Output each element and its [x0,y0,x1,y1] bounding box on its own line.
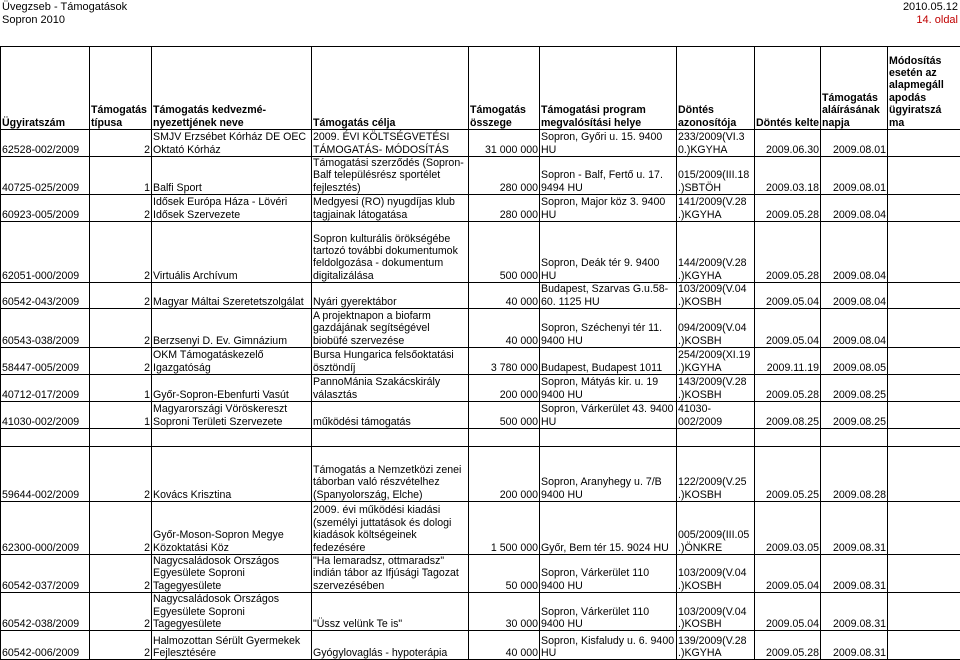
table-row [1,555,960,593]
cell-id: 60543-038/2009 [1,309,90,348]
cell-signed: 2009.08.04 [821,222,888,283]
cell-decision-date: 2009.06.30 [755,130,821,157]
cell-location: Sopron, Mátyás kir. u. 19 9400 HU [540,375,677,402]
cell-mod [888,593,960,631]
table-header-row [1,47,960,130]
cell-name: Győr-Moson-Sopron Megye Közoktatási Köz [152,502,312,555]
spacer-row [1,429,960,447]
cell-decision-date: 2009.05.28 [755,631,821,660]
cell-id: 41030-002/2009 [1,402,90,429]
cell-amount: 200 000 [469,447,540,502]
cell-type: 2 [90,447,152,502]
cell-purpose: 2009. ÉVI KÖLTSÉGVETÉSI TÁMOGATÁS- MÓDOSÍTÁS [312,130,469,157]
cell-signed: 2009.08.28 [821,447,888,502]
cell-purpose: 2009. évi működési kiadási (személyi juttatások és dologi kiadások költségeinek fedezésére [312,502,469,555]
cell-mod [888,631,960,660]
cell-decision-id: 094/2009(V.04 .)KOSBH [677,309,755,348]
cell-mod [888,348,960,375]
cell-signed: 2009.08.05 [821,348,888,375]
cell-location: Budapest, Budapest 1011 [540,348,677,375]
cell-name: Idősek Európa Háza - Lövéri Idősek Szervezete [152,195,312,222]
cell-id: 60542-043/2009 [1,283,90,309]
cell-type: 2 [90,130,152,157]
cell-name: Magyar Máltai Szeretetszolgálat [152,283,312,309]
cell-decision-id: 122/2009(V.25 .)KOSBH [677,447,755,502]
print-date: 2010.05.12 [903,1,958,14]
cell-location: Sopron, Széchenyi tér 11. 9400 HU [540,309,677,348]
cell-name: Halmozottan Sérült Gyermekek Fejlesztésére [152,631,312,660]
cell-decision-date: 2009.03.18 [755,157,821,195]
cell-location: Budapest, Szarvas G.u.58-60. 1125 HU [540,283,677,309]
table-row [1,348,960,375]
column-header: Támogatás célja [312,47,469,130]
cell-decision-date: 2009.05.28 [755,375,821,402]
page-header-bottom [0,14,960,28]
column-header: Támogatás aláírásának napja [821,47,888,130]
cell-id: 60923-005/2009 [1,195,90,222]
cell-signed: 2009.08.31 [821,502,888,555]
cell-type: 2 [90,502,152,555]
cell-mod [888,402,960,429]
cell-amount: 500 000 [469,222,540,283]
cell-id: 60542-037/2009 [1,555,90,593]
cell-type: 2 [90,222,152,283]
cell-type: 1 [90,375,152,402]
cell-signed: 2009.08.01 [821,130,888,157]
cell-purpose: Medgyesi (RO) nyugdíjas klub tagjainak látogatása [312,195,469,222]
cell-signed: 2009.08.31 [821,555,888,593]
cell-decision-date: 2009.05.04 [755,283,821,309]
spacer-cell [755,429,821,447]
table-row [1,157,960,195]
cell-type: 2 [90,309,152,348]
cell-purpose: Támogatás a Nemzetközi zenei táborban való részvételhez (Spanyolország, Elche) [312,447,469,502]
cell-amount: 280 000 [469,195,540,222]
cell-decision-id: 103/2009(V.04 .)KOSBH [677,593,755,631]
cell-signed: 2009.08.04 [821,195,888,222]
cell-type: 2 [90,283,152,309]
table-row [1,283,960,309]
cell-decision-date: 2009.05.04 [755,593,821,631]
cell-purpose: Nyári gyerektábor [312,283,469,309]
cell-name: Balfi Sport [152,157,312,195]
cell-signed: 2009.08.01 [821,157,888,195]
table-row [1,195,960,222]
cell-id: 62300-000/2009 [1,502,90,555]
cell-mod [888,502,960,555]
column-header: Támogatás típusa [90,47,152,130]
cell-location: Sopron - Balf, Fertő u. 17. 9494 HU [540,157,677,195]
column-header: Döntés kelte [755,47,821,130]
cell-name: Kovács Krisztina [152,447,312,502]
spacer-cell [312,429,469,447]
cell-amount: 40 000 [469,631,540,660]
column-header: Döntés azonosítója [677,47,755,130]
spacer-cell [90,429,152,447]
cell-decision-id: 139/2009(V.28 .)KGYHA [677,631,755,660]
cell-id: 40725-025/2009 [1,157,90,195]
cell-mod [888,130,960,157]
cell-name: Győr-Sopron-Ebenfurti Vasút [152,375,312,402]
cell-name: Berzsenyi D. Ev. Gimnázium [152,309,312,348]
table-row [1,222,960,283]
cell-name: Magyarországi Vöröskereszt Soproni Területi Szervezete [152,402,312,429]
cell-amount: 200 000 [469,375,540,402]
cell-mod [888,309,960,348]
cell-location: Sopron, Major köz 3. 9400 HU [540,195,677,222]
cell-type: 1 [90,402,152,429]
cell-name: OKM Támogatáskezelő Igazgatóság [152,348,312,375]
cell-decision-id: 015/2009(III.18 .)SBTÖH [677,157,755,195]
table-row [1,130,960,157]
table-row [1,502,960,555]
cell-amount: 40 000 [469,283,540,309]
cell-location: Sopron, Aranyhegy u. 7/B 9400 HU [540,447,677,502]
cell-decision-id: 233/2009(VI.3 0.)KGYHA [677,130,755,157]
cell-amount: 3 780 000 [469,348,540,375]
cell-id: 59644-002/2009 [1,447,90,502]
cell-decision-id: 144/2009(V.28 .)KGYHA [677,222,755,283]
cell-id: 60542-038/2009 [1,593,90,631]
cell-purpose: Gyógylovaglás - hypoterápia [312,631,469,660]
grants-table [0,46,960,660]
cell-signed: 2009.08.04 [821,309,888,348]
cell-location: Sopron, Várkerület 110 9400 HU [540,593,677,631]
cell-id: 62051-000/2009 [1,222,90,283]
cell-mod [888,222,960,283]
cell-location: Sopron, Győri u. 15. 9400 HU [540,130,677,157]
cell-name: Nagycsaládosok Országos Egyesülete Soproni Tagegyesülete [152,593,312,631]
cell-location: Sopron, Kisfaludy u. 6. 9400 HU [540,631,677,660]
cell-type: 2 [90,195,152,222]
cell-id: 58447-005/2009 [1,348,90,375]
cell-signed: 2009.08.31 [821,631,888,660]
table-body [1,130,960,660]
cell-amount: 30 000 [469,593,540,631]
cell-decision-id: 005/2009(III.05 .)ÖNKRE [677,502,755,555]
cell-decision-id: 141/2009(V.28 .)KGYHA [677,195,755,222]
cell-purpose: működési támogatás [312,402,469,429]
table-row [1,593,960,631]
cell-purpose: "Üssz velünk Te is" [312,593,469,631]
cell-decision-date: 2009.05.04 [755,309,821,348]
cell-signed: 2009.08.25 [821,375,888,402]
cell-mod [888,375,960,402]
cell-decision-id: 254/2009(XI.19 .)KGYHA [677,348,755,375]
spacer-cell [469,429,540,447]
cell-location: Győr, Bem tér 15. 9024 HU [540,502,677,555]
cell-id: 40712-017/2009 [1,375,90,402]
cell-location: Sopron, Várkerület 43. 9400 HU [540,402,677,429]
cell-purpose: Támogatási szerződés (Sopron-Balf településrész sportélet fejlesztés) [312,157,469,195]
table-row [1,447,960,502]
cell-mod [888,195,960,222]
spacer-cell [821,429,888,447]
cell-decision-id: 103/2009(V.04 .)KOSBH [677,555,755,593]
cell-signed: 2009.08.04 [821,283,888,309]
cell-amount: 280 000 [469,157,540,195]
column-header: Ügyiratszám [1,47,90,130]
cell-decision-date: 2009.05.28 [755,195,821,222]
cell-amount: 500 000 [469,402,540,429]
cell-mod [888,447,960,502]
page-header-top [0,1,960,15]
cell-name: Nagycsaládosok Országos Egyesülete Soproni Tagegyesülete [152,555,312,593]
spacer-cell [540,429,677,447]
cell-mod [888,555,960,593]
cell-name: SMJV Erzsébet Kórház DE OEC Oktató Kórház [152,130,312,157]
spacer-cell [152,429,312,447]
column-header: Támogatás kedvezmé- nyezettjének neve [152,47,312,130]
cell-id: 62528-002/2009 [1,130,90,157]
cell-amount: 31 000 000 [469,130,540,157]
document-title: Üvegzseb - Támogatások [2,1,127,14]
cell-type: 2 [90,631,152,660]
cell-purpose: Sopron kulturális örökségébe tartozó további dokumentumok feldolgozása - dokumentum digitalizálása [312,222,469,283]
cell-purpose: A projektnapon a biofarm gazdájának segítségével biobüfé szervezése [312,309,469,348]
cell-purpose: PannoMánia Szakácskirály választás [312,375,469,402]
cell-type: 1 [90,157,152,195]
cell-mod [888,157,960,195]
cell-id: 60542-006/2009 [1,631,90,660]
cell-amount: 1 500 000 [469,502,540,555]
cell-name: Virtuális Archívum [152,222,312,283]
cell-type: 2 [90,348,152,375]
cell-decision-date: 2009.11.19 [755,348,821,375]
page-number: 14. oldal [916,14,958,27]
cell-purpose: Bursa Hungarica felsőoktatási ösztöndíj [312,348,469,375]
cell-decision-date: 2009.03.05 [755,502,821,555]
cell-decision-date: 2009.05.04 [755,555,821,593]
cell-location: Sopron, Várkerület 110 9400 HU [540,555,677,593]
table-row [1,631,960,660]
cell-amount: 50 000 [469,555,540,593]
cell-type: 2 [90,593,152,631]
cell-decision-date: 2009.05.25 [755,447,821,502]
cell-decision-id: 103/2009(V.04 .)KOSBH [677,283,755,309]
spacer-cell [1,429,90,447]
column-header: Támogatási program megvalósítási helye [540,47,677,130]
cell-decision-id: 143/2009(V.28 .)KOSBH [677,375,755,402]
document-subtitle: Sopron 2010 [2,14,65,27]
cell-mod [888,283,960,309]
cell-location: Sopron, Deák tér 9. 9400 HU [540,222,677,283]
cell-decision-date: 2009.05.28 [755,222,821,283]
column-header: Támogatás összege [469,47,540,130]
spacer-cell [677,429,755,447]
table-row [1,309,960,348]
cell-decision-id: 41030-002/2009 [677,402,755,429]
table-row [1,375,960,402]
table-row [1,402,960,429]
cell-amount: 40 000 [469,309,540,348]
cell-purpose: "Ha lemaradsz, ottmaradsz" indián tábor az Ifjúsági Tagozat szervezésében [312,555,469,593]
cell-type: 2 [90,555,152,593]
column-header: Módosítás esetén az alapmegáll apodás ügyiratszá ma [888,47,960,130]
cell-signed: 2009.08.25 [821,402,888,429]
cell-signed: 2009.08.31 [821,593,888,631]
spacer-cell [888,429,960,447]
cell-decision-date: 2009.08.25 [755,402,821,429]
